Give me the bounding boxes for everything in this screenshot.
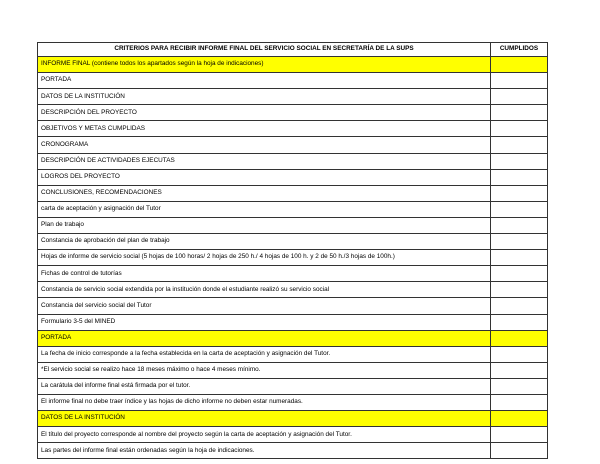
criterion-text: CRONOGRAMA [38, 137, 491, 153]
criterion-text: Plan de trabajo [38, 217, 491, 233]
criteria-row [38, 153, 548, 169]
section-label: INFORME FINAL (contiene todos los apartados según la hoja de indicaciones) [38, 57, 491, 73]
criterion-text: El título del proyecto corresponde al nombre del proyecto según la carta de aceptación y asignación del Tutor. [38, 427, 491, 443]
fulfilled-cell[interactable] [491, 217, 548, 233]
criteria-row [38, 121, 548, 137]
fulfilled-cell[interactable] [491, 314, 548, 330]
section-header-row [38, 330, 548, 346]
fulfilled-cell [491, 411, 548, 427]
criteria-row [38, 346, 548, 362]
criteria-row [38, 427, 548, 443]
fulfilled-cell[interactable] [491, 89, 548, 105]
criteria-row [38, 137, 548, 153]
fulfilled-cell[interactable] [491, 378, 548, 394]
section-header-row [38, 57, 548, 73]
section-label: PORTADA [38, 330, 491, 346]
criteria-row [38, 250, 548, 266]
criteria-column-header: CRITERIOS PARA RECIBIR INFORME FINAL DEL SERVICIO SOCIAL EN SECRETARÍA DE LA SUPS [38, 43, 491, 57]
criterion-text: Constancia de aprobación del plan de trabajo [38, 234, 491, 250]
criterion-text: *El servicio social se realizo hace 18 meses máximo o hace 4 meses mínimo. [38, 362, 491, 378]
criteria-row [38, 234, 548, 250]
fulfilled-cell[interactable] [491, 234, 548, 250]
fulfilled-cell[interactable] [491, 266, 548, 282]
fulfilled-cell[interactable] [491, 201, 548, 217]
fulfilled-cell[interactable] [491, 427, 548, 443]
fulfilled-cell[interactable] [491, 282, 548, 298]
criterion-text: OBJETIVOS Y METAS CUMPLIDAS [38, 121, 491, 137]
fulfilled-cell[interactable] [491, 153, 548, 169]
criteria-row [38, 314, 548, 330]
criteria-row [38, 362, 548, 378]
fulfilled-cell[interactable] [491, 250, 548, 266]
fulfilled-cell[interactable] [491, 185, 548, 201]
fulfilled-cell[interactable] [491, 73, 548, 89]
fulfilled-cell[interactable] [491, 394, 548, 410]
criterion-text: Las partes del informe final están ordenadas según la hoja de indicaciones. [38, 443, 491, 459]
fulfilled-cell[interactable] [491, 121, 548, 137]
section-label: DATOS DE LA INSTITUCIÓN [38, 411, 491, 427]
criterion-text: Constancia de servicio social extendida por la institución donde el estudiante realizó su servicio social [38, 282, 491, 298]
criteria-row [38, 201, 548, 217]
criteria-row [38, 217, 548, 233]
criteria-row [38, 73, 548, 89]
fulfilled-cell[interactable] [491, 169, 548, 185]
criteria-table [37, 42, 548, 459]
criterion-text: La fecha de inicio corresponde a la fecha establecida en la carta de aceptación y asignación del Tutor. [38, 346, 491, 362]
fulfilled-cell[interactable] [491, 362, 548, 378]
criterion-text: PORTADA [38, 73, 491, 89]
criteria-row [38, 394, 548, 410]
criterion-text: DESCRIPCIÓN DEL PROYECTO [38, 105, 491, 121]
criteria-table-body [38, 43, 548, 459]
fulfilled-cell[interactable] [491, 137, 548, 153]
done-column-header: CUMPLIDOS [491, 43, 548, 57]
criterion-text: Fichas de control de tutorías [38, 266, 491, 282]
criterion-text: Formulario 3-5 del MINED [38, 314, 491, 330]
fulfilled-cell [491, 57, 548, 73]
criteria-row [38, 89, 548, 105]
criteria-row [38, 169, 548, 185]
criteria-row [38, 443, 548, 459]
criterion-text: LOGROS DEL PROYECTO [38, 169, 491, 185]
criterion-text: DATOS DE LA INSTITUCIÓN [38, 89, 491, 105]
criterion-text: El informe final no debe traer índice y las hojas de dicho informe no deben estar numeradas. [38, 394, 491, 410]
criterion-text: Hojas de informe de servicio social (5 hojas de 100 horas/ 2 hojas de 250 h./ 4 hojas de 100 h. y 2 de 50 h./3 hojas de 100h.) [38, 250, 491, 266]
fulfilled-cell[interactable] [491, 298, 548, 314]
criteria-row [38, 298, 548, 314]
criterion-text: La carátula del informe final está firmada por el tutor. [38, 378, 491, 394]
fulfilled-cell [491, 330, 548, 346]
criterion-text: Constancia del servicio social del Tutor [38, 298, 491, 314]
criteria-row [38, 378, 548, 394]
section-header-row [38, 411, 548, 427]
criteria-row [38, 185, 548, 201]
fulfilled-cell[interactable] [491, 105, 548, 121]
criterion-text: carta de aceptación y asignación del Tutor [38, 201, 491, 217]
fulfilled-cell[interactable] [491, 346, 548, 362]
criteria-row [38, 282, 548, 298]
fulfilled-cell[interactable] [491, 443, 548, 459]
criterion-text: CONCLUSIONES, RECOMENDACIONES [38, 185, 491, 201]
criteria-row [38, 266, 548, 282]
criterion-text: DESCRIPCIÓN DE ACTIVIDADES EJECUTAS [38, 153, 491, 169]
header-row [38, 43, 548, 57]
criteria-row [38, 105, 548, 121]
